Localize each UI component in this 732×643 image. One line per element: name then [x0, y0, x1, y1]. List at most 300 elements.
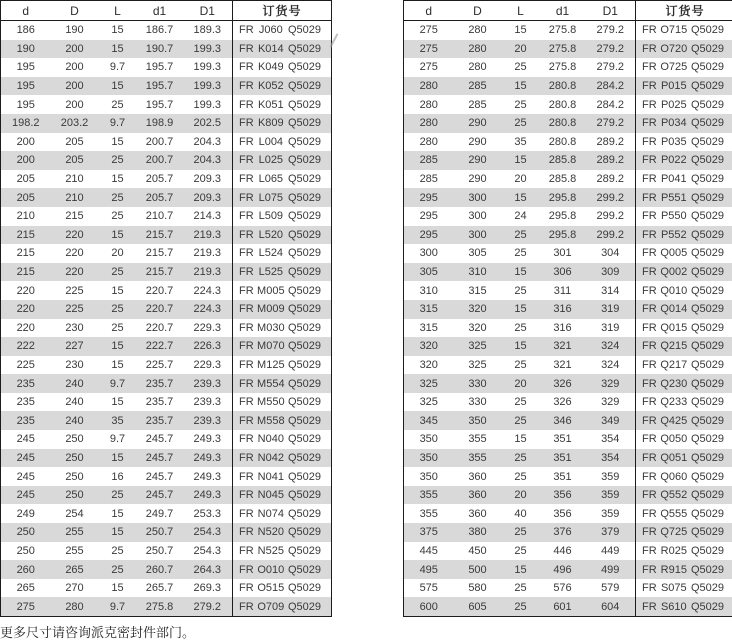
- cell-order-number: [233, 77, 332, 96]
- cell-D: 290: [468, 154, 487, 167]
- cell-D1: 219.3: [193, 266, 222, 279]
- cell-order-number: [233, 411, 332, 430]
- cell-D: 200: [65, 42, 84, 55]
- order-suffix: Q5029: [690, 321, 724, 334]
- table-row: [1, 356, 332, 375]
- cell-order-number: [233, 40, 332, 59]
- cell-D1: 239.3: [193, 377, 222, 390]
- cell-L: 25: [514, 61, 527, 74]
- order-number: [233, 582, 331, 594]
- cell-D1: 219.3: [193, 247, 222, 260]
- order-suffix: Q5029: [690, 489, 724, 502]
- cell-D1: 359: [601, 470, 620, 483]
- order-suffix: Q5029: [690, 173, 724, 186]
- order-suffix: Q5029: [690, 507, 724, 520]
- cell-d1: 275.8: [145, 600, 174, 613]
- table-row: [1, 114, 332, 133]
- cell-order-number: [233, 523, 332, 542]
- cell-L: 15: [514, 340, 527, 353]
- cell-D: 220: [65, 247, 84, 260]
- cell-L: 15: [514, 563, 527, 576]
- cell-D: 265: [65, 563, 84, 576]
- table-row: [404, 188, 732, 207]
- cell-order-number: [636, 542, 732, 561]
- cell-D1: 249.3: [193, 451, 222, 464]
- order-prefix: FR: [239, 396, 254, 409]
- cell-D: 240: [65, 396, 84, 409]
- cell-d: 280: [419, 135, 438, 148]
- column-header-D1: D1: [586, 1, 636, 21]
- order-number: [636, 99, 732, 111]
- order-prefix: FR: [239, 117, 254, 130]
- cell-L: 15: [514, 433, 527, 446]
- cell-L: 15: [514, 303, 527, 316]
- cell-d: 345: [419, 414, 438, 427]
- cell-d: 350: [419, 433, 438, 446]
- order-number: [233, 229, 331, 241]
- cell-order-number: [233, 579, 332, 598]
- cell-d1: 280.8: [548, 117, 577, 130]
- cell-D1: 229.3: [193, 321, 222, 334]
- order-prefix: FR: [642, 377, 657, 390]
- order-code: Q230: [660, 377, 688, 390]
- cell-D: 200: [65, 61, 84, 74]
- cell-d: 186: [16, 24, 35, 37]
- cell-order-number: [636, 207, 732, 226]
- cell-D: 310: [468, 266, 487, 279]
- order-number: [636, 285, 732, 297]
- cell-L: 16: [111, 470, 124, 483]
- cell-d1: 356: [553, 507, 572, 520]
- order-code: P034: [660, 117, 687, 130]
- cell-order-number: [233, 467, 332, 486]
- cell-L: 25: [514, 247, 527, 260]
- order-number: [233, 136, 331, 148]
- order-prefix: FR: [239, 414, 254, 427]
- cell-d1: 326: [553, 396, 572, 409]
- order-suffix: Q5029: [690, 563, 724, 576]
- table-row: [404, 393, 732, 412]
- order-prefix: FR: [239, 24, 254, 37]
- cell-L: 20: [514, 377, 527, 390]
- cell-order-number: [636, 337, 732, 356]
- cell-D: 230: [65, 358, 84, 371]
- order-suffix: Q5029: [690, 377, 724, 390]
- cell-order-number: [233, 430, 332, 449]
- order-code: L075: [258, 191, 284, 204]
- order-number: [233, 80, 331, 92]
- order-suffix: Q5029: [690, 266, 724, 279]
- order-number: [636, 564, 732, 576]
- table-row: [1, 579, 332, 598]
- table-row: [404, 151, 732, 170]
- order-code: Q005: [660, 247, 688, 260]
- column-header-D: D: [454, 1, 502, 21]
- cell-D1: 379: [601, 526, 620, 539]
- order-prefix: FR: [239, 135, 254, 148]
- cell-L: 20: [514, 173, 527, 186]
- order-number: [636, 322, 732, 334]
- order-number: [636, 210, 732, 222]
- cell-D: 380: [468, 526, 487, 539]
- cell-d: 350: [419, 451, 438, 464]
- cell-d1: 220.7: [145, 321, 174, 334]
- order-number: [636, 117, 732, 129]
- cell-D1: 309: [601, 266, 620, 279]
- cell-D: 320: [468, 303, 487, 316]
- cell-D: 500: [468, 563, 487, 576]
- cell-d1: 190.7: [145, 42, 174, 55]
- cell-D1: 314: [601, 284, 620, 297]
- order-prefix: FR: [642, 340, 657, 353]
- cell-D1: 249.3: [193, 470, 222, 483]
- cell-L: 15: [111, 582, 124, 595]
- table-row: [1, 226, 332, 245]
- cell-d: 220: [16, 303, 35, 316]
- cell-L: 20: [514, 489, 527, 502]
- table-row: [1, 523, 332, 542]
- order-number: [233, 266, 331, 278]
- cell-order-number: [233, 300, 332, 319]
- order-prefix: FR: [642, 321, 657, 334]
- cell-D: 305: [468, 247, 487, 260]
- order-prefix: FR: [642, 507, 657, 520]
- order-code: J060: [258, 24, 283, 37]
- cell-D1: 289.2: [596, 173, 625, 186]
- order-code: R025: [660, 544, 687, 557]
- cell-L: 35: [514, 135, 527, 148]
- cell-D: 240: [65, 377, 84, 390]
- order-prefix: FR: [239, 526, 254, 539]
- column-header-order-number: 订货号: [636, 1, 732, 21]
- cell-d1: 326: [553, 377, 572, 390]
- order-code: L065: [258, 173, 284, 186]
- cell-D: 225: [65, 284, 84, 297]
- cell-D: 290: [468, 117, 487, 130]
- cell-d1: 316: [553, 321, 572, 334]
- cell-L: 15: [111, 173, 124, 186]
- order-prefix: FR: [642, 266, 657, 279]
- order-suffix: Q5029: [287, 228, 321, 241]
- cell-d: 195: [16, 61, 35, 74]
- cell-d: 235: [16, 414, 35, 427]
- cell-d: 190: [16, 42, 35, 55]
- cell-L: 25: [514, 451, 527, 464]
- cell-order-number: [233, 449, 332, 468]
- cell-D1: 199.3: [193, 42, 222, 55]
- cell-d: 195: [16, 98, 35, 111]
- order-number: [636, 303, 732, 315]
- cell-D: 270: [65, 582, 84, 595]
- cell-d1: 186.7: [145, 24, 174, 37]
- order-prefix: FR: [239, 321, 254, 334]
- order-prefix: FR: [642, 303, 657, 316]
- cell-d1: 205.7: [145, 173, 174, 186]
- cell-D1: 359: [601, 489, 620, 502]
- cell-d: 285: [419, 154, 438, 167]
- dimension-table-right: [403, 0, 732, 617]
- cell-order-number: [636, 114, 732, 133]
- order-code: Q014: [660, 303, 688, 316]
- order-code: N525: [257, 544, 284, 557]
- order-number: [233, 415, 331, 427]
- cell-D1: 209.3: [193, 173, 222, 186]
- table-row: [404, 467, 732, 486]
- cell-D1: 224.3: [193, 284, 222, 297]
- cell-D1: 199.3: [193, 61, 222, 74]
- cell-D: 350: [468, 414, 487, 427]
- cell-order-number: [233, 188, 332, 207]
- order-suffix: Q5029: [287, 526, 321, 539]
- cell-D1: 279.2: [596, 42, 625, 55]
- order-code: Q010: [660, 284, 688, 297]
- cell-d1: 245.7: [145, 470, 174, 483]
- order-code: M125: [257, 358, 285, 371]
- order-prefix: FR: [642, 191, 657, 204]
- order-number: [233, 396, 331, 408]
- cell-order-number: [636, 170, 732, 189]
- cell-D1: 349: [601, 414, 620, 427]
- cell-D: 330: [468, 377, 487, 390]
- order-prefix: FR: [239, 563, 254, 576]
- cell-d1: 446: [553, 544, 572, 557]
- cell-D: 290: [468, 173, 487, 186]
- order-code: R915: [660, 563, 687, 576]
- order-number: [233, 24, 331, 36]
- order-prefix: FR: [239, 544, 254, 557]
- cell-d1: 356: [553, 489, 572, 502]
- cell-d: 315: [419, 303, 438, 316]
- cell-L: 15: [111, 507, 124, 520]
- order-code: M005: [257, 284, 285, 297]
- order-number: [636, 266, 732, 278]
- table-row: [404, 337, 732, 356]
- cell-D1: 329: [601, 377, 620, 390]
- order-prefix: FR: [239, 210, 254, 223]
- cell-d1: 205.7: [145, 191, 174, 204]
- table-row: [404, 486, 732, 505]
- cell-L: 25: [111, 154, 124, 167]
- cell-d1: 215.7: [145, 266, 174, 279]
- cell-L: 24: [514, 210, 527, 223]
- order-number: [636, 396, 732, 408]
- order-number: [233, 117, 331, 129]
- table-row: [1, 337, 332, 356]
- order-prefix: FR: [642, 414, 657, 427]
- cell-D1: 359: [601, 507, 620, 520]
- order-code: N042: [257, 451, 284, 464]
- cell-d1: 351: [553, 433, 572, 446]
- cell-D: 300: [468, 210, 487, 223]
- cell-d: 495: [419, 563, 438, 576]
- order-prefix: FR: [239, 358, 254, 371]
- cell-d: 215: [16, 228, 35, 241]
- dimension-table-left: [0, 0, 332, 617]
- order-prefix: FR: [239, 191, 254, 204]
- order-prefix: FR: [642, 544, 657, 557]
- order-code: Q215: [660, 340, 688, 353]
- order-prefix: FR: [239, 61, 254, 74]
- cell-D1: 189.3: [193, 24, 222, 37]
- order-number: [233, 173, 331, 185]
- column-header-d1: d1: [137, 1, 183, 21]
- order-number: [233, 43, 331, 55]
- order-prefix: FR: [642, 210, 657, 223]
- order-code: P550: [660, 210, 687, 223]
- order-suffix: Q5029: [690, 414, 724, 427]
- order-number: [233, 471, 331, 483]
- order-suffix: Q5029: [287, 24, 321, 37]
- cell-d1: 295.8: [548, 210, 577, 223]
- cell-L: 25: [111, 266, 124, 279]
- cell-order-number: [636, 430, 732, 449]
- cell-L: 40: [514, 507, 527, 520]
- cell-order-number: [636, 579, 732, 598]
- cell-order-number: [636, 374, 732, 393]
- order-suffix: Q5029: [287, 451, 321, 464]
- table-row: [1, 58, 332, 77]
- cell-L: 25: [514, 117, 527, 130]
- cell-L: 25: [111, 210, 124, 223]
- cell-order-number: [233, 114, 332, 133]
- order-number: [636, 433, 732, 445]
- cell-D1: 319: [601, 303, 620, 316]
- cell-d: 320: [419, 340, 438, 353]
- order-prefix: FR: [642, 396, 657, 409]
- order-prefix: FR: [642, 42, 657, 55]
- order-code: N041: [257, 470, 284, 483]
- cell-D: 280: [65, 600, 84, 613]
- order-prefix: FR: [642, 582, 657, 595]
- cell-d1: 321: [553, 340, 572, 353]
- cell-D: 210: [65, 173, 84, 186]
- table-row: [404, 597, 732, 616]
- order-code: Q425: [660, 414, 688, 427]
- order-prefix: FR: [642, 154, 657, 167]
- cell-L: 15: [111, 135, 124, 148]
- table-row: [1, 393, 332, 412]
- cell-d1: 200.7: [145, 135, 174, 148]
- table-row: [1, 77, 332, 96]
- cell-L: 25: [514, 470, 527, 483]
- table-row: [1, 188, 332, 207]
- column-header-d: d: [1, 1, 51, 21]
- cell-D: 250: [65, 451, 84, 464]
- cell-D: 250: [65, 433, 84, 446]
- cell-L: 25: [111, 191, 124, 204]
- table-row: [404, 411, 732, 430]
- cell-D: 230: [65, 321, 84, 334]
- table-row: [1, 133, 332, 152]
- cell-L: 25: [111, 489, 124, 502]
- table-row: [1, 411, 332, 430]
- cell-D: 250: [65, 489, 84, 502]
- order-code: P022: [660, 154, 687, 167]
- cell-order-number: [636, 504, 732, 523]
- order-suffix: Q5029: [287, 173, 321, 186]
- cell-D: 325: [468, 358, 487, 371]
- cell-order-number: [636, 560, 732, 579]
- cell-d: 222: [16, 340, 35, 353]
- column-header-order-number: 订货号: [233, 1, 332, 21]
- order-suffix: Q5029: [287, 61, 321, 74]
- cell-d1: 245.7: [145, 489, 174, 502]
- order-suffix: Q5029: [287, 358, 321, 371]
- order-prefix: FR: [239, 600, 254, 613]
- order-number: [233, 489, 331, 501]
- cell-D: 227: [65, 340, 84, 353]
- cell-d: 220: [16, 321, 35, 334]
- order-code: Q725: [660, 526, 688, 539]
- cell-d1: 351: [553, 470, 572, 483]
- cell-L: 15: [111, 42, 124, 55]
- order-code: Q050: [660, 433, 688, 446]
- cell-order-number: [636, 244, 732, 263]
- order-code: O709: [257, 600, 285, 613]
- order-prefix: FR: [642, 563, 657, 576]
- cell-D1: 199.3: [193, 80, 222, 93]
- order-prefix: FR: [239, 80, 254, 93]
- order-suffix: Q5029: [690, 526, 724, 539]
- order-suffix: Q5029: [690, 191, 724, 204]
- cell-d: 375: [419, 526, 438, 539]
- order-suffix: Q5029: [287, 321, 321, 334]
- order-suffix: Q5029: [690, 544, 724, 557]
- cell-D1: 329: [601, 396, 620, 409]
- cell-d1: 200.7: [145, 154, 174, 167]
- order-number: [636, 61, 732, 73]
- order-number: [636, 43, 732, 55]
- order-number: [636, 378, 732, 390]
- order-number: [233, 285, 331, 297]
- table-row: [404, 58, 732, 77]
- cell-d: 275: [419, 42, 438, 55]
- cell-D1: 289.2: [596, 154, 625, 167]
- order-suffix: Q5029: [287, 414, 321, 427]
- cell-D: 355: [468, 433, 487, 446]
- cell-D: 200: [65, 80, 84, 93]
- table-row: [1, 95, 332, 114]
- table-row: [404, 319, 732, 338]
- cell-d: 249: [16, 507, 35, 520]
- order-code: Q060: [660, 470, 688, 483]
- cell-D1: 324: [601, 358, 620, 371]
- cell-D1: 249.3: [193, 433, 222, 446]
- cell-d: 320: [419, 358, 438, 371]
- cell-L: 25: [111, 303, 124, 316]
- order-prefix: FR: [239, 433, 254, 446]
- cell-D: 190: [65, 24, 84, 37]
- order-number: [636, 154, 732, 166]
- cell-L: 9.7: [109, 61, 126, 74]
- order-suffix: Q5029: [690, 358, 724, 371]
- cell-D: 580: [468, 582, 487, 595]
- cell-order-number: [636, 449, 732, 468]
- order-suffix: Q5029: [287, 600, 321, 613]
- cell-D1: 289.2: [596, 135, 625, 148]
- cell-order-number: [636, 411, 732, 430]
- table-row: [404, 77, 732, 96]
- order-prefix: FR: [642, 98, 657, 111]
- table-row: [1, 244, 332, 263]
- table-row: [1, 207, 332, 226]
- order-prefix: FR: [239, 247, 254, 260]
- order-code: L525: [258, 266, 284, 279]
- cell-d1: 576: [553, 582, 572, 595]
- order-number: [636, 545, 732, 557]
- cell-d1: 306: [553, 266, 572, 279]
- cell-order-number: [636, 95, 732, 114]
